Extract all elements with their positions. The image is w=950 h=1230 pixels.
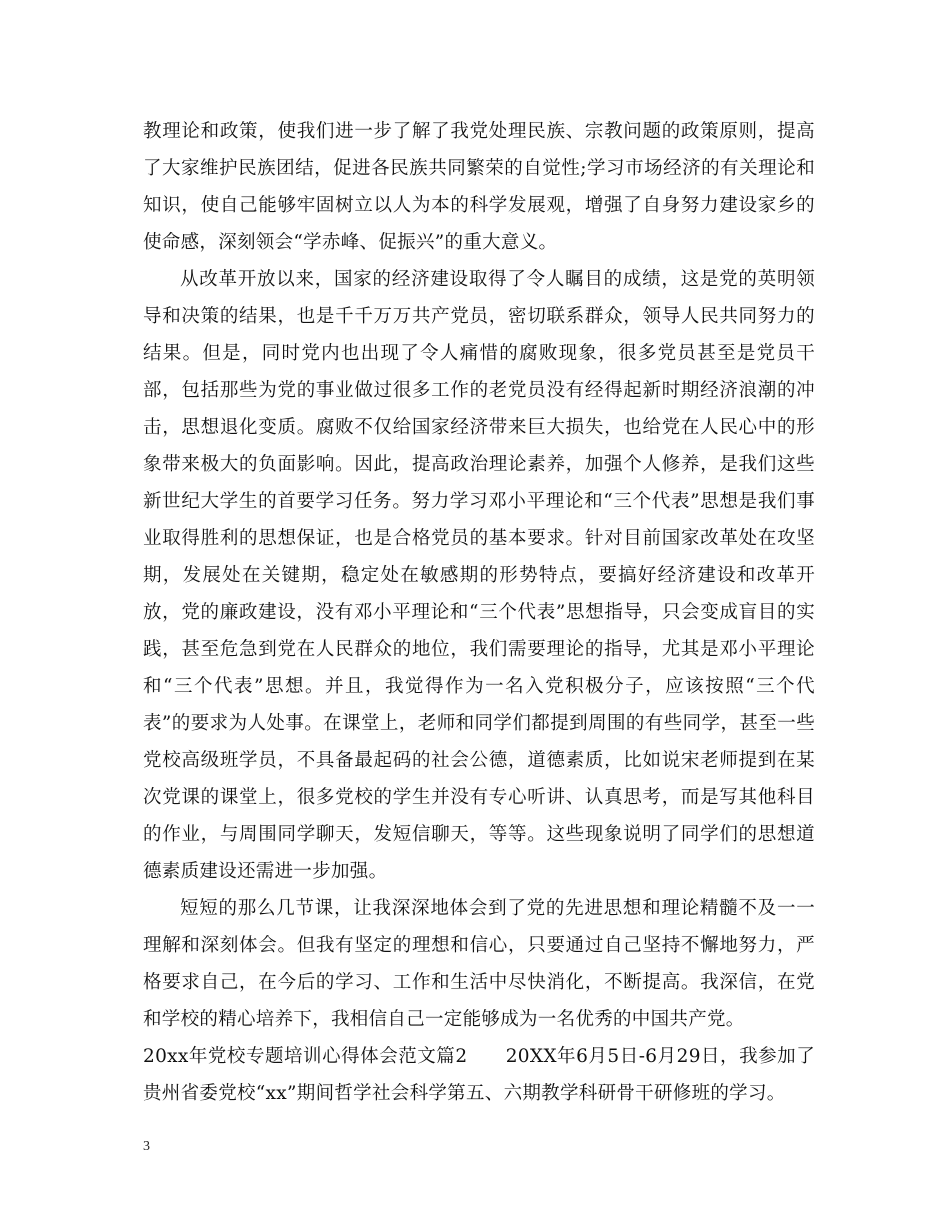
paragraph-1: 教理论和政策，使我们进一步了解了我党处理民族、宗教问题的政策原则，提高了大家维护民族团结，促进各民族共同繁荣的自觉性;学习市场经济的有关理论和知识，使自己能够牢固树立以人为本的科学发展观，增强了自身努力建设家乡的使命感，深刻领会“学赤峰、促振兴”的重大意义。: [143, 121, 815, 253]
paragraph-3: 短短的那么几节课，让我深深地体会到了党的先进思想和理论精髓不及一一理解和深刻体会。但我有坚定的理想和信心，只要通过自己坚持不懈地努力，严格要求自己，在今后的学习、工作和生活中尽快消化，不断提高。我深信，在党和学校的精心培养下，我相信自己一定能够成为一名优秀的中国共产党。: [143, 898, 815, 1030]
paragraph-4: 20xx年党校专题培训心得体会范文篇2 20XX年6月5日-6月29日，我参加了贵州省委党校“xx”期间哲学社会科学第五、六期教学科研骨干研修班的学习。: [143, 1046, 815, 1104]
page-number: 3: [143, 1139, 150, 1154]
paragraph-2: 从改革开放以来，国家的经济建设取得了令人瞩目的成绩，这是党的英明领导和决策的结果，也是千千万万共产党员，密切联系群众，领导人民共同努力的结果。但是，同时党内也出现了令人痛惜的腐败现象，很多党员甚至是党员干部，包括那些为党的事业做过很多工作的老党员没有经得起新时期经济浪潮的冲击，思想退化变质。腐败不仅给国家经济带来巨大损失，也给党在人民心中的形象带来极大的负面影响。因此，提高政治理论素养，加强个人修养，是我们这些新世纪大学生的首要学习任务。努力学习邓小平理论和“三个代表”思想是我们事业取得胜利的思想保证，也是合格党员的基本要求。针对目前国家改革处在攻坚期，发展处在关键期，稳定处在敏感期的形势特点，要搞好经济建设和改革开放，党的廉政建设，没有邓小平理论和“三个代表”思想指导，只会变成盲目的实践，甚至危急到党在人民群众的地位，我们需要理论的指导，尤其是邓小平理论和“三个代表”思想。并且，我觉得作为一名入党积极分子，应该按照“三个代表”的要求为人处事。在课堂上，老师和同学们都提到周围的有些同学，甚至一些党校高级班学员，不具备最起码的社会公德，道德素质，比如说宋老师提到在某次党课的课堂上，很多党校的学生并没有专心听讲、认真思考，而是写其他科目的作业，与周围同学聊天，发短信聊天，等等。这些现象说明了同学们的思想道德素质建设还需进一步加强。: [143, 269, 815, 882]
body-text: [143, 113, 815, 1112]
